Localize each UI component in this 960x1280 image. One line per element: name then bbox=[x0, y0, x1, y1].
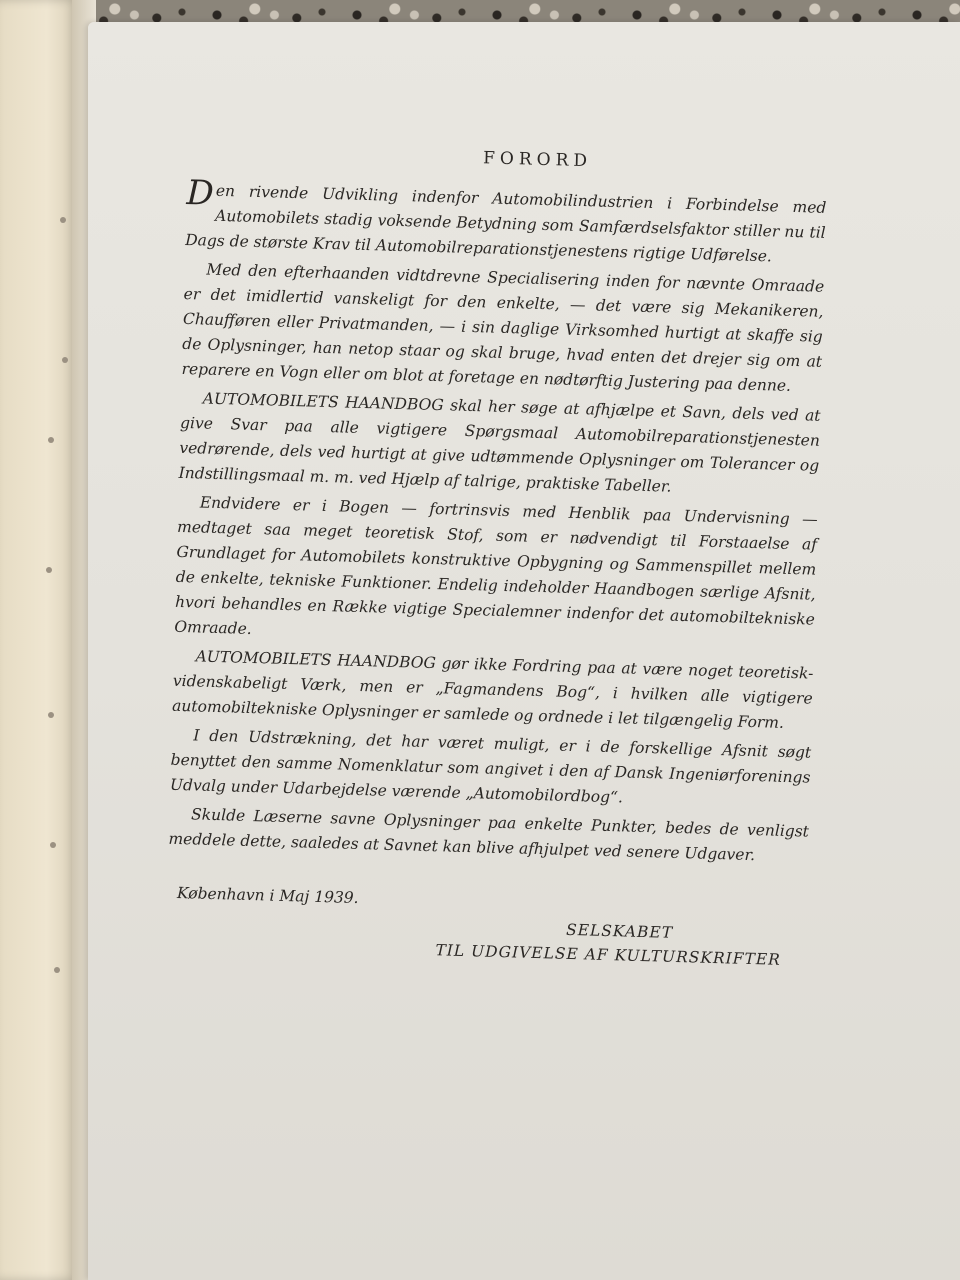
page-title: FORORD bbox=[482, 148, 593, 172]
binding-stitch bbox=[54, 967, 60, 973]
preface-text-block bbox=[165, 140, 827, 970]
signature-line-1: SELSKABET bbox=[565, 920, 674, 942]
paragraph-4: Endvidere er i Bogen — fortrinsvis med Henblik paa Undervisning — medtaget saa meget teoretisk Stof, som er nødvendigt til Forstaaelse af Grundlaget for Automobilets konstruktive Opbygning og Sammenspillet mellem de enkelte, tekniske Funktioner. Endelig indeholder Haandbogen særlige Afsnit, hvori behandles en Række vigtige Specialemner indenfor det automobiltekniske Omraade. bbox=[174, 493, 818, 638]
left-page-edge bbox=[0, 0, 78, 1280]
binding-stitch bbox=[62, 357, 68, 363]
binding-stitch bbox=[50, 842, 56, 848]
binding-stitch bbox=[60, 217, 66, 223]
binding-stitch bbox=[48, 712, 54, 718]
paragraph-3: AUTOMOBILETS HAANDBOG skal her søge at afhjælpe et Savn, dels ved at give Svar paa alle vigtigere Spørgsmaal Automobilreparationstjenesten vedrørende, dels ved hurtigt at give udtømmende Oplysninger om Tolerancer og Indstillingsmaal m. m. ved Hjælp af talrige, praktiske Tabeller. bbox=[178, 389, 821, 496]
paragraph-7: Skulde Læserne savne Oplysninger paa enkelte Punkter, bedes de venligst meddele dette, saaledes at Savnet kan blive afhjulpet ved senere Udgaver. bbox=[168, 805, 810, 865]
place-date: København i Maj 1939. bbox=[176, 883, 359, 908]
paragraph-2: Med den efterhaanden vidtdrevne Specialisering inden for nævnte Omraade er det imidlertid vanskeligt for den enkelte, — det være sig Mekanikeren, Chaufføren eller Privatmanden, — i sin daglige Virksomhed hurtigt at skaffe sig de Oplysninger, han netop staar og skal bruge, hvad enten det drejer sig om at reparere en Vogn eller om blot at foretage en nødtørftig Justering paa denne. bbox=[181, 260, 825, 395]
paragraph-1-text: en rivende Udvikling indenfor Automobilindustrien i Forbindelse med Automobilets stadig voksende Betydning som Samfærdselsfaktor stiller nu til Dags de største Krav til Automobilreparationstjenestens rigtige Udførelse. bbox=[184, 181, 827, 266]
paragraph-1 bbox=[184, 172, 827, 271]
signature-line-2: TIL UDGIVELSE AF KULTURSKRIFTER bbox=[435, 941, 782, 969]
binding-stitch bbox=[46, 567, 52, 573]
paragraph-6: I den Udstrækning, det har været muligt, er i de forskellige Afsnit søgt benyttet den samme Nomenklatur som angivet i den af Dansk Ingeniørforenings Udvalg under Udarbejdelse værende „Automobilordbog“. bbox=[169, 726, 812, 807]
binding-stitch bbox=[48, 437, 54, 443]
drop-cap: D bbox=[185, 172, 215, 214]
paragraph-5: AUTOMOBILETS HAANDBOG gør ikke Fordring paa at være noget teoretisk-videnskabeligt Værk, men er „Fagmandens Bog“, i hvilken alle vigtigere automobiltekniske Oplysninger er samlede og ordnede i let tilgængelig Form. bbox=[171, 647, 814, 732]
